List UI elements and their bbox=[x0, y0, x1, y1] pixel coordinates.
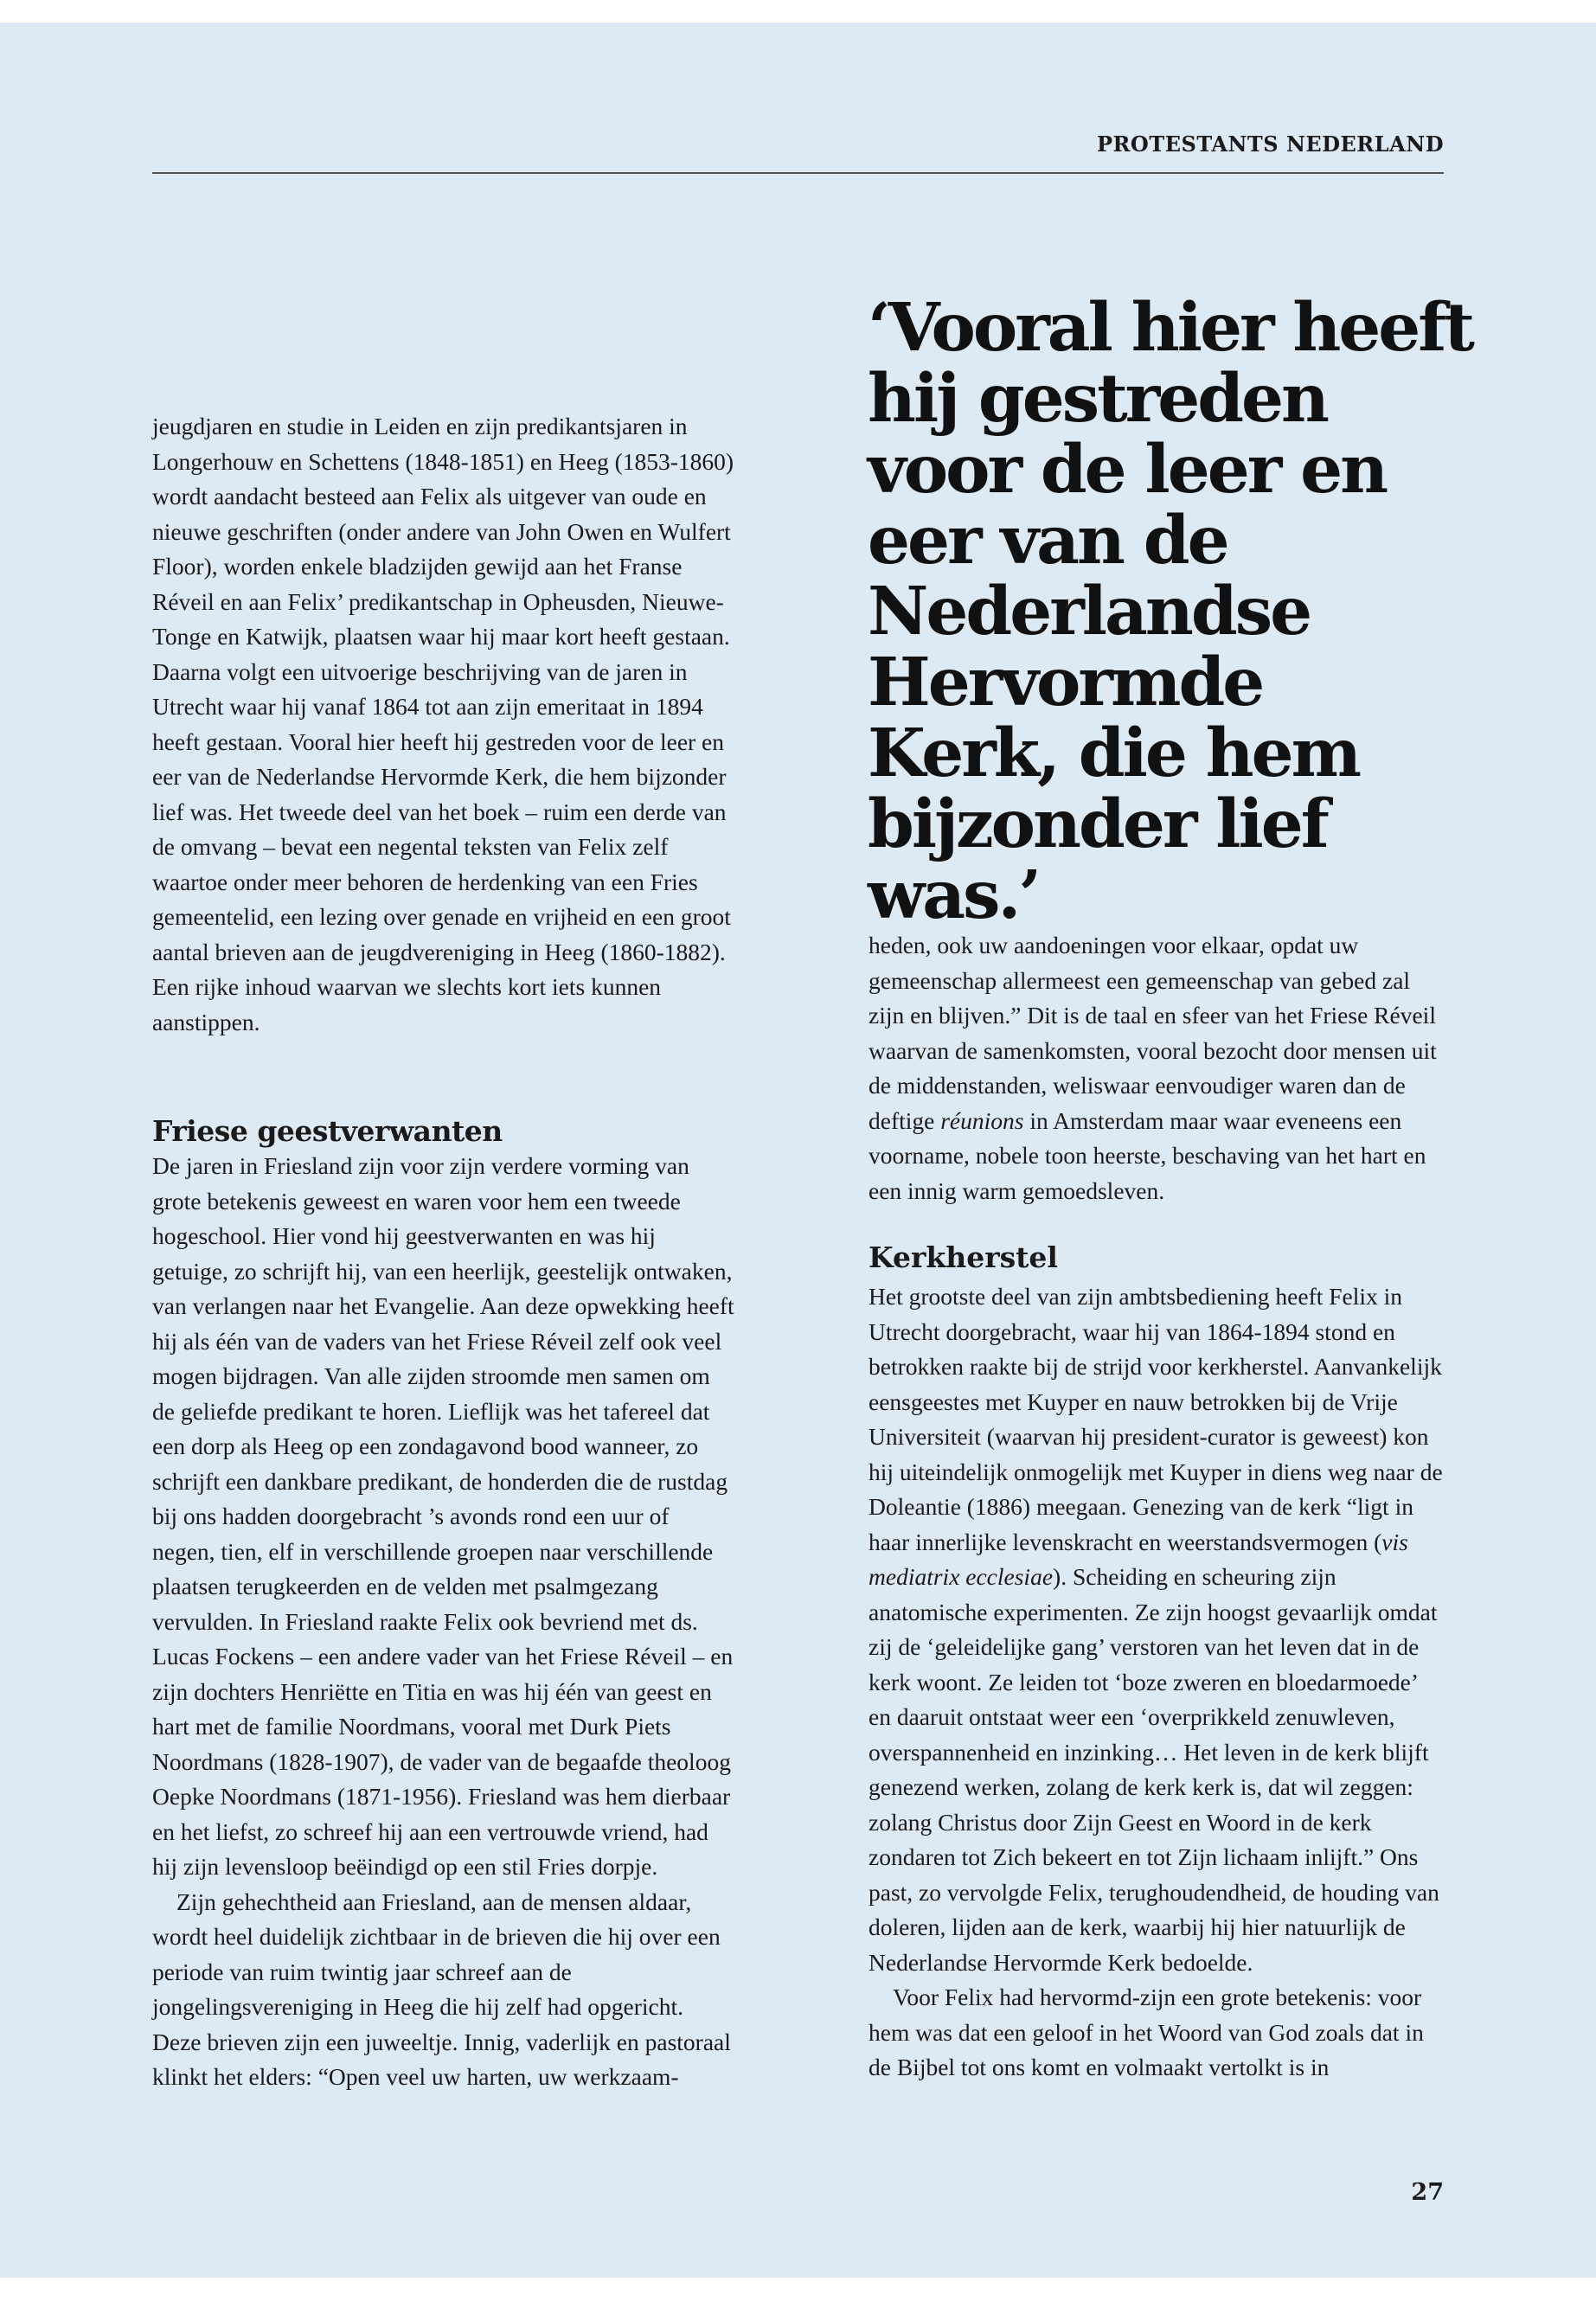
right-column-continuation bbox=[869, 928, 1444, 1208]
section-heading-kerkherstel: Kerkherstel bbox=[869, 1240, 1058, 1274]
paragraph: Voor Felix had hervormd-zijn een grote betekenis: voor hem was dat een geloof in het Woord van God zoals dat in de Bijbel tot ons komt en volmaakt vertolkt is in bbox=[869, 1984, 1424, 2080]
intro-paragraph: jeugdjaren en studie in Leiden en zijn predikantsjaren in Longerhouw en Schettens (1848-1851) en Heeg (1853-1860) wordt aandacht besteed aan Felix als uitgever van oude en nieuwe geschriften (onder andere van John Owen en Wulfert Floor), worden enkele bladzijden gewijd aan het Franse Réveil en aan Felix’ predikantschap in Opheusden, Nieuwe-Tonge en Katwijk, plaatsen waar hij maar kort heeft gestaan. Daarna volgt een uitvoerige beschrijving van de jaren in Utrecht waar hij vanaf 1864 tot aan zijn emeritaat in 1894 heeft gestaan. Vooral hier heeft hij gestreden voor de leer en eer van de Nederlandse Hervormde Kerk, die hem bijzonder lief was. Het tweede deel van het boek – ruim een derde van de omvang – bevat een negental teksten van Felix zelf waartoe onder meer behoren de herdenking van een Fries gemeentelid, een lezing over genade en vrijheid en een groot aantal brieven aan de jeugdvereniging in Heeg (1860-1882). Een rijke inhoud waarvan we slechts kort iets kunnen aanstippen. bbox=[152, 413, 734, 1035]
header-rule bbox=[152, 172, 1444, 174]
italic-term: réunions bbox=[940, 1106, 1024, 1134]
magazine-page bbox=[0, 22, 1596, 2278]
paragraph bbox=[869, 928, 1444, 1208]
left-column-intro bbox=[152, 409, 737, 1040]
text-run: ). Scheiding en scheuring zijn anatomische experimenten. Ze zijn hoogst gevaarlijk omdat zij de ‘geleidelijke gang’ verstoren van het leven dat in de kerk woont. Ze leiden tot ‘boze zweren en bloedarmoede’ en daaruit ontstaat weer een ‘overprikkeld zenuwleven, overspannenheid en inzinking… Het leven in de kerk blijft genezend werken, zolang de kerk kerk is, dat wil zeggen: zolang Christus door Zijn Geest en Woord in de kerk zondaren tot Zich bekeert en tot Zijn lichaam inlijft.” Ons past, zo vervolgde Felix, terughoudendheid, de houding van doleren, lijden aan de kerk, waarbij hij hier natuurlijk de Nederlandse Hervormde Kerk bedoelde. bbox=[869, 1563, 1439, 1976]
right-column-section bbox=[869, 1279, 1444, 2086]
text-run: Het grootste deel van zijn ambtsbediening heeft Felix in Utrecht doorgebracht, waar hij van 1864-1894 stond en betrokken raakte bij de strijd voor kerkherstel. Aanvankelijk eensgeestes met Kuyper en nauw betrokken bij de Vrije Universiteit (waarvan hij president-curator is geweest) kon hij uiteindelijk onmogelijk met Kuyper in diens weg naar de Doleantie (1886) meegaan. Genezing van de kerk “ligt in haar innerlijke levenskracht en weerstandsvermogen ( bbox=[869, 1283, 1443, 1555]
pull-quote: ‘Vooral hier heeft hij gestreden voor de leer en eer van de Nederlandse Hervormde Kerk, die hem bijzonder lief was.’ bbox=[868, 289, 1472, 934]
section-label: PROTESTANTS NEDERLAND bbox=[1096, 131, 1444, 157]
paragraph bbox=[869, 1279, 1444, 1980]
paragraph: Zijn gehechtheid aan Friesland, aan de mensen aldaar, wordt heel duidelijk zichtbaar in de brieven die hij over een periode van ruim twintig jaar schreef aan de jongelingsvereniging in Heeg die hij zelf had opgericht. Deze brieven zijn een juweeltje. Innig, vaderlijk en pastoraal klinkt het elders: “Open veel uw harten, uw werkzaam- bbox=[152, 1888, 731, 2090]
left-column-section bbox=[152, 1114, 737, 2095]
page-number: 27 bbox=[1411, 2179, 1444, 2206]
paragraph: De jaren in Friesland zijn voor zijn verdere vorming van grote betekenis geweest en waren voor hem een tweede hogeschool. Hier vond hij geestverwanten en was hij getuige, zo schrijft hij, van een heerlijk, geestelijk ontwaken, van verlangen naar het Evangelie. Aan deze opwekking heeft hij als één van de vaders van het Friese Réveil zelf ook veel mogen bijdragen. Van alle zijden stroomde men samen om de geliefde predikant te horen. Lieflijk was het tafereel dat een dorp als Heeg op een zondagavond bood wanneer, zo schrijft een dankbare predikant, de honderden die de rustdag bij ons hadden doorgebracht ’s avonds rond een uur of negen, tien, elf in verschillende groepen naar verschillende plaatsen terugkeerden en de velden met psalmgezang vervulden. In Friesland raakte Felix ook bevriend met ds. Lucas Fockens – een andere vader van het Friese Réveil – en zijn dochters Henriëtte en Titia en was hij één van geest en hart met de familie Noordmans, vooral met Durk Piets Noordmans (1828-1907), de vader van de begaafde theoloog Oepke Noordmans (1871-1956). Friesland was hem dierbaar en het liefst, zo schreef hij aan een vertrouwde vriend, had hij zijn levensloop beëindigd op een stil Fries dorpje. bbox=[152, 1152, 734, 1880]
italic-term: vis mediatrix ecclesiae bbox=[869, 1528, 1408, 1590]
section-heading-friese: Friese geestverwanten bbox=[152, 1114, 503, 1148]
text-run: in Amsterdam maar waar eveneens een voorname, nobele toon heerste, beschaving van het hart en een innig warm gemoedsleven. bbox=[869, 1106, 1426, 1204]
text-run: heden, ook uw aandoeningen voor elkaar, opdat uw gemeenschap allermeest een gemeenschap van gebed zal zijn en blijven.” Dit is de taal en sfeer van het Friese Réveil waarvan de samenkomsten, vooral bezocht door mensen uit de middenstanden, weliswaar eenvoudiger waren dan de deftige bbox=[869, 932, 1437, 1134]
